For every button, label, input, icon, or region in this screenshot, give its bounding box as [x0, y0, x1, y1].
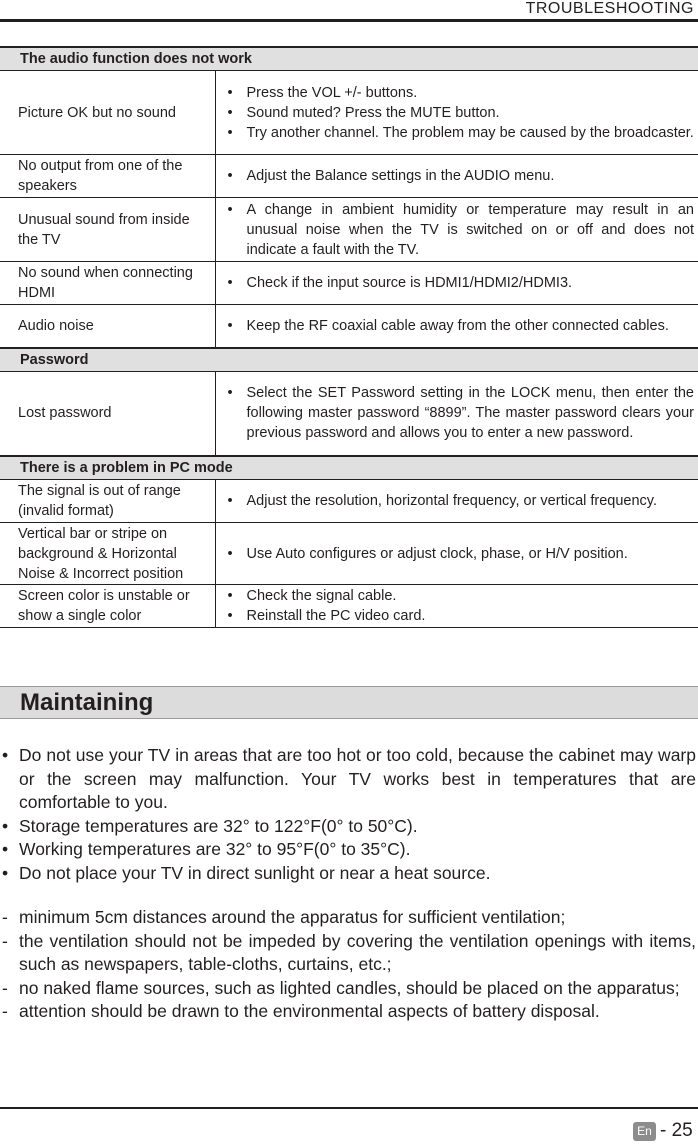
maintaining-section-bar [0, 686, 698, 719]
page-header-title: TROUBLESHOOTING [525, 0, 694, 17]
section-title: Password [0, 348, 698, 372]
solution-item: • Use Auto configures or adjust clock, phase, or H/V position. [225, 544, 695, 564]
table-row [0, 155, 698, 198]
list-item: - attention should be drawn to the environmental aspects of battery disposal. [0, 1000, 698, 1024]
list-item: • Storage temperatures are 32° to 122°F(0° to 50°C). [0, 815, 698, 839]
section-title: There is a problem in PC mode [0, 456, 698, 480]
solution-item: • Try another channel. The problem may be caused by the broadcaster. [225, 123, 695, 143]
solution-item: • Adjust the Balance settings in the AUDIO menu. [225, 166, 695, 186]
solution-cell [215, 71, 698, 155]
solution-item: • Check if the input source is HDMI1/HDMI2/HDMI3. [225, 273, 695, 293]
list-item: - the ventilation should not be impeded by covering the ventilation openings with items, such as newspapers, table-cloths, curtains, etc.; [0, 930, 698, 977]
maintaining-bullet-list [0, 744, 698, 885]
solution-item: • A change in ambient humidity or temperature may result in an unusual noise when the TV is switched on or off and does not indicate a fault with the TV. [225, 200, 695, 260]
solution-item: • Keep the RF coaxial cable away from the other connected cables. [225, 316, 695, 336]
list-item: • Do not place your TV in direct sunlight or near a heat source. [0, 862, 698, 886]
symptom-cell: Screen color is unstable or show a single color [0, 585, 215, 628]
header-divider [0, 19, 698, 22]
table-row [0, 305, 698, 348]
list-item: - minimum 5cm distances around the apparatus for sufficient ventilation; [0, 906, 698, 930]
page-number: - 25 [660, 1120, 693, 1141]
symptom-cell: No sound when connecting HDMI [0, 262, 215, 305]
solution-cell [215, 585, 698, 628]
section-header-pc-mode [0, 456, 698, 480]
solution-cell [215, 305, 698, 348]
table-row [0, 262, 698, 305]
table-row [0, 71, 698, 155]
solution-item: • Press the VOL +/- buttons. [225, 83, 695, 103]
solution-cell [215, 480, 698, 523]
solution-cell [215, 155, 698, 198]
solution-cell [215, 198, 698, 262]
solution-item: • Check the signal cable. [225, 586, 695, 606]
table-row [0, 480, 698, 523]
symptom-cell: Vertical bar or stripe on background & Horizontal Noise & Incorrect position [0, 523, 215, 585]
table-row [0, 371, 698, 456]
section-title: The audio function does not work [0, 47, 698, 71]
language-badge: En [633, 1122, 656, 1141]
symptom-cell: No output from one of the speakers [0, 155, 215, 198]
solution-cell [215, 371, 698, 456]
symptom-cell: Audio noise [0, 305, 215, 348]
table-row [0, 523, 698, 585]
footer-divider [0, 1107, 698, 1109]
symptom-cell: The signal is out of range (invalid format) [0, 480, 215, 523]
symptom-cell: Lost password [0, 371, 215, 456]
symptom-cell: Unusual sound from inside the TV [0, 198, 215, 262]
list-item: • Do not use your TV in areas that are too hot or too cold, because the cabinet may warp or the screen may malfunction. Your TV works best in temperatures that are comfortable to you. [0, 744, 698, 815]
list-item: • Working temperatures are 32° to 95°F(0° to 35°C). [0, 838, 698, 862]
solution-item: • Sound muted? Press the MUTE button. [225, 103, 695, 123]
table-row [0, 198, 698, 262]
solution-item: • Reinstall the PC video card. [225, 606, 695, 626]
table-row [0, 585, 698, 628]
list-item: - no naked flame sources, such as lighted candles, should be placed on the apparatus; [0, 977, 698, 1001]
symptom-cell: Picture OK but no sound [0, 71, 215, 155]
maintaining-title: Maintaining [20, 689, 154, 716]
section-header-password [0, 348, 698, 372]
solution-cell [215, 262, 698, 305]
solution-cell [215, 523, 698, 585]
solution-item: • Select the SET Password setting in the LOCK menu, then enter the following master password “8899”. The master password clears your previous password and allows you to enter a new password. [225, 383, 695, 443]
section-header-audio [0, 47, 698, 71]
troubleshooting-table [0, 46, 698, 628]
solution-item: • Adjust the resolution, horizontal frequency, or vertical frequency. [225, 491, 695, 511]
ventilation-dash-list [0, 906, 698, 1024]
